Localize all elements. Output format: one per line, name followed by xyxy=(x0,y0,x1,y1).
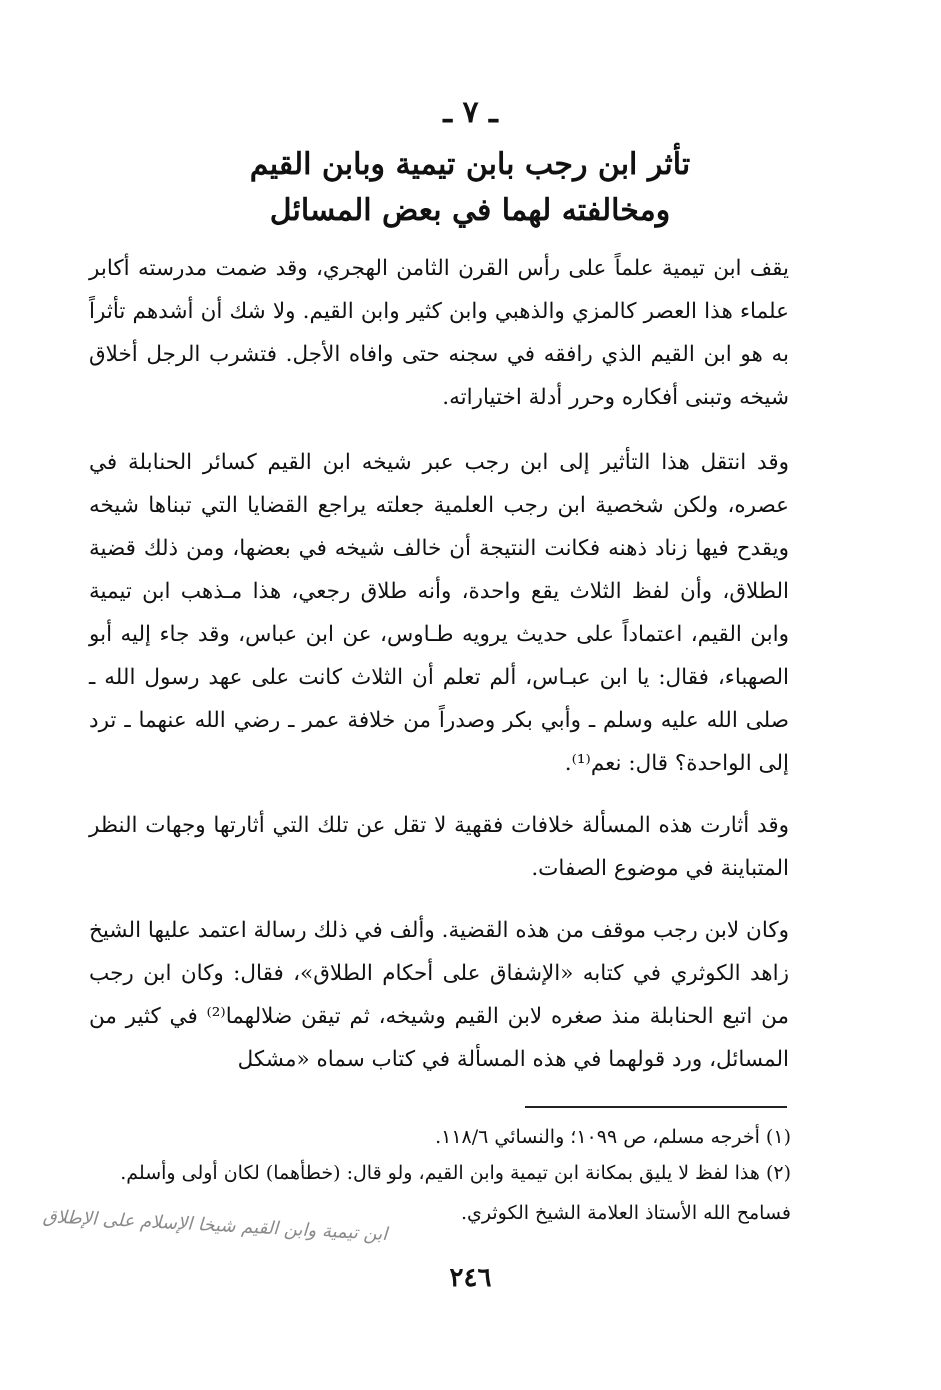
handwritten-margin-note: ابن تيمية وابن القيم شيخا الإسلام على الإطلاق xyxy=(42,1205,388,1246)
chapter-title-line-2: ومخالفته لهما في بعض المسائل xyxy=(269,193,671,228)
footnote-1: (١) أخرجه مسلم، ص ١٠٩٩؛ والنسائي ١١٨/٦. xyxy=(435,1126,791,1148)
footnote-divider xyxy=(525,1106,787,1108)
paragraph-1: يقف ابن تيمية علماً على رأس القرن الثامن الهجري، وقد ضمت مدرسته أكابر علماء هذا العصر كالمزي والذهبي وابن كثير وابن القيم. ولا شك أن أشدهم تأثراً به هو ابن القيم الذي رافقه في سجنه حتى وافاه الأجل. فتشرب الرجل أخلاق شيخه وتبنى أفكاره وحرر أدلة اختياراته. xyxy=(89,256,789,410)
paragraph-4: وكان لابن رجب موقف من هذه القضية. وألف في ذلك رسالة اعتمد عليها الشيخ زاهد الكوثري في كتابه «الإشفاق على أحكام الطلاق»، فقال: وكان ابن رجب من اتبع الحنابلة منذ صغره لابن القيم وشيخه، ثم تيقن ضلالهما⁽²⁾ في كثير من المسائل، ورد قولهما في هذه المسألة في كتاب سماه «مشكل xyxy=(89,918,789,1072)
footnote-2-continuation: فسامح الله الأستاذ العلامة الشيخ الكوثري. xyxy=(460,1202,791,1224)
paragraph-2: وقد انتقل هذا التأثير إلى ابن رجب عبر شيخه ابن القيم كسائر الحنابلة في عصره، ولكن شخصية ابن رجب العلمية جعلته يراجع القضايا التي تبناها شيخه ويقدح فيها زناد ذهنه فكانت النتيجة أن خالف شيخه في بعضها، ومن ذلك قضية الطلاق، وأن لفظ الثلاث يقع واحدة، وأنه طلاق رجعي، هذا مـذهب ابن تيمية وابن القيم، اعتماداً على حديث يرويه طـاوس، عن ابن عباس، وقد جاء إليه أبو الصهباء، فقال: يا ابن عبـاس، ألم تعلم أن الثلاث كانت على عهد رسول الله ـ صلى الله عليه وسلم ـ وأبي بكر وصدراً من خلافة عمر ـ رضي الله عنهما ـ ترد إلى الواحدة؟ قال: نعم⁽¹⁾. xyxy=(89,450,789,776)
chapter-title-line-1: تأثر ابن رجب بابن تيمية وبابن القيم xyxy=(249,147,691,182)
paragraph-3: وقد أثارت هذه المسألة خلافات فقهية لا تقل عن تلك التي أثارتها وجهات النظر المتباينة في موضوع الصفات. xyxy=(89,813,789,881)
footnote-2: (٢) هذا لفظ لا يليق بمكانة ابن تيمية وابن القيم، ولو قال: (خطأهما) لكان أولى وأسلم. xyxy=(120,1162,791,1184)
section-number: ـ ٧ ـ xyxy=(443,95,498,130)
page-number: ٢٤٦ xyxy=(449,1263,492,1293)
